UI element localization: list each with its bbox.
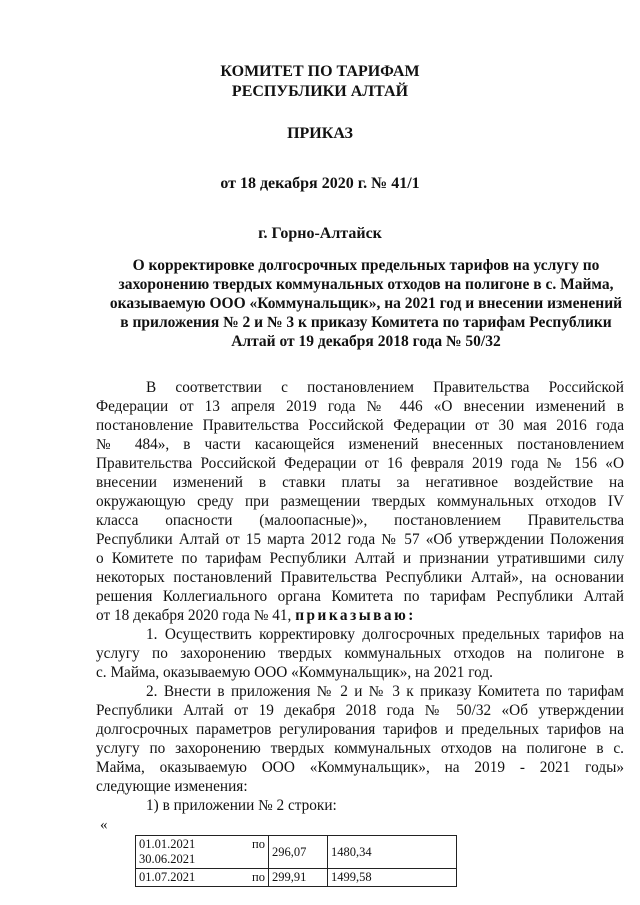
preamble-final-line bbox=[96, 606, 624, 625]
period-cell bbox=[136, 869, 269, 887]
tariff-value-cell: 299,91 bbox=[269, 869, 328, 887]
preamble-line: постановление Правительства Российской Федерации от 30 мая 2016 года bbox=[96, 417, 624, 434]
item-2-line: Республики Алтай от 19 декабря 2018 года № 50/32 «Об утверждении bbox=[96, 702, 624, 719]
table-row bbox=[136, 836, 457, 869]
preamble-line: некоторых постановлений Правительства Республики Алтай», на основании bbox=[96, 569, 624, 586]
opening-quote-mark: « bbox=[100, 817, 108, 833]
preamble-line: окружающую среду при размещении твердых коммунальных отходов IV bbox=[96, 493, 624, 510]
preamble-line: Республики Алтай от 15 марта 2012 года № 57 «Об утверждении Положения bbox=[96, 531, 624, 548]
document-date-number: от 18 декабря 2020 г. № 41/1 bbox=[220, 175, 420, 192]
period-to: 30.06.2021 bbox=[139, 852, 196, 866]
period-cell bbox=[136, 836, 269, 869]
tariff-value-cell: 1499,58 bbox=[328, 869, 457, 887]
preamble-line: о Комитете по тарифам Республики Алтай и признании утратившими силу bbox=[96, 550, 624, 567]
item-1-line: с. Майма, оказываемую ООО «Коммунальщик», на 2021 год. bbox=[96, 664, 493, 681]
period-word: по bbox=[252, 837, 265, 851]
period-row bbox=[139, 870, 265, 885]
period-from: 01.07.2021 bbox=[139, 870, 196, 884]
preamble-line: № 484», в части касающейся изменений внесенных постановлением bbox=[96, 436, 624, 453]
period-word: по bbox=[252, 870, 265, 884]
subitem-1-line: 1) в приложении № 2 строки: bbox=[146, 797, 337, 814]
subject-line: захоронению твердых коммунальных отходов на полигоне в с. Майма, bbox=[118, 276, 614, 293]
period-from: 01.01.2021 bbox=[139, 837, 196, 851]
tariff-table bbox=[135, 835, 457, 887]
tariff-value-cell: 1480,34 bbox=[328, 836, 457, 869]
subject-line: Алтай от 19 декабря 2018 года № 50/32 bbox=[231, 333, 501, 350]
preamble-line: внесении изменений в ставки платы за негативное воздействие на bbox=[96, 474, 624, 491]
document-city: г. Горно-Алтайск bbox=[258, 225, 382, 242]
item-1-line: 1. Осуществить корректировку долгосрочных предельных тарифов на bbox=[146, 626, 624, 643]
period-row bbox=[139, 852, 265, 867]
document-type-title: ПРИКАЗ bbox=[287, 125, 353, 142]
preamble-last-text: от 18 декабря 2020 года № 41, bbox=[96, 607, 292, 624]
order-word: приказываю: bbox=[295, 607, 416, 624]
preamble-line: Правительства Российской Федерации от 16 февраля 2019 года № 156 «О bbox=[96, 455, 624, 472]
org-name-line-1: КОМИТЕТ ПО ТАРИФАМ bbox=[220, 63, 420, 80]
preamble-line: класса опасности (малоопасные)», постановлением Правительства bbox=[96, 512, 624, 529]
table-row bbox=[136, 869, 457, 887]
period-row bbox=[139, 837, 265, 852]
item-2-line: следующие изменения: bbox=[96, 778, 248, 795]
preamble-line: Федерации от 13 апреля 2019 года № 446 «О внесении изменений в bbox=[96, 398, 624, 415]
item-2-line: Майма, оказываемую ООО «Коммунальщик», на 2019 - 2021 годы» bbox=[96, 759, 624, 776]
item-2-line: долгосрочных параметров регулирования тарифов и предельных тарифов на bbox=[96, 721, 624, 738]
preamble-line: В соответствии с постановлением Правительства Российской bbox=[146, 379, 624, 396]
subject-line: оказываемую ООО «Коммунальщик», на 2021 год и внесении изменений bbox=[109, 295, 623, 312]
item-2-line: 2. Внести в приложения № 2 и № 3 к приказу Комитета по тарифам bbox=[146, 683, 624, 700]
tariff-value-cell: 296,07 bbox=[269, 836, 328, 869]
item-1-line: услугу по захоронению твердых коммунальных отходов на полигоне в bbox=[96, 645, 624, 662]
org-name-line-2: РЕСПУБЛИКИ АЛТАЙ bbox=[231, 83, 409, 100]
item-2-line: услугу по захоронению твердых коммунальных отходов на полигоне в с. bbox=[96, 740, 624, 757]
subject-line: в приложения № 2 и № 3 к приказу Комитета по тарифам Республики bbox=[120, 314, 612, 331]
subject-line: О корректировке долгосрочных предельных тарифов на услугу по bbox=[132, 257, 600, 274]
preamble-line: решения Коллегиального органа Комитета по тарифам Республики Алтай bbox=[96, 588, 624, 605]
